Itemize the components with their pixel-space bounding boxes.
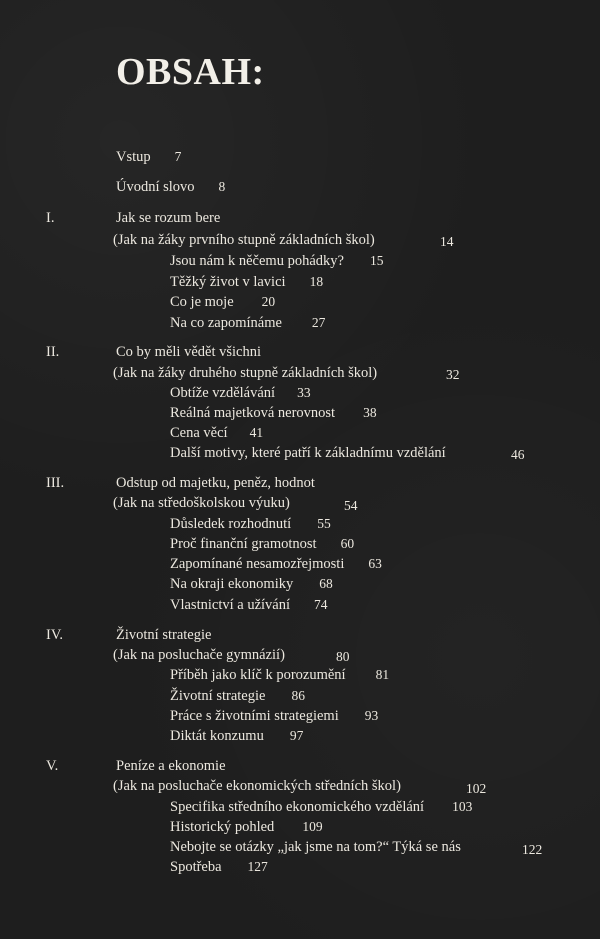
chapter-numeral: II. (46, 344, 60, 360)
item-label: Cena věcí (170, 425, 228, 441)
toc-item[interactable] (170, 295, 275, 310)
toc-item[interactable] (170, 254, 383, 269)
item-page: 41 (249, 425, 264, 440)
toc-title: OBSAH: (116, 51, 265, 93)
chapter-page: 54 (344, 498, 358, 513)
item-label: Vlastnictví a užívání (170, 597, 290, 613)
chapter-title-text: Odstup od majetku, peněz, hodnot (116, 475, 315, 491)
item-page: 127 (247, 859, 268, 874)
item-page: 20 (261, 294, 276, 309)
item-label: Na co zapomínáme (170, 315, 282, 331)
item-label: Obtíže vzdělávání (170, 385, 276, 401)
chapter-subtitle (113, 779, 401, 794)
chapter-title-text: Jak se rozum bere (116, 210, 221, 226)
chapter-numeral: IV. (46, 627, 64, 643)
chapter-subtitle-text: (Jak na posluchače ekonomických středních škol) (113, 778, 401, 794)
toc-item[interactable] (170, 689, 305, 704)
chapter-subtitle (113, 233, 375, 248)
chapter-subtitle (113, 496, 290, 511)
chapter-subtitle (113, 648, 285, 663)
item-page: 86 (291, 688, 305, 703)
chapter-numeral: III. (46, 475, 65, 491)
toc-item[interactable] (170, 800, 472, 815)
item-page: 103 (452, 799, 473, 814)
chapter-title-text: Co by měli vědět všichni (116, 344, 261, 360)
item-label: Historický pohled (170, 819, 275, 835)
toc-item[interactable] (170, 446, 446, 461)
toc-item[interactable] (170, 577, 333, 592)
item-label: Reálná majetková nerovnost (170, 405, 336, 421)
chapter-page: 32 (446, 367, 460, 382)
toc-item[interactable] (170, 557, 382, 572)
toc-item[interactable] (170, 275, 323, 290)
item-label: Životní strategie (170, 688, 266, 704)
entry-page: 8 (218, 179, 226, 194)
item-page: 18 (309, 274, 324, 289)
chapter-page: 80 (336, 649, 350, 664)
item-label: Specifika středního ekonomického vzdělání (170, 799, 425, 815)
entry-label: Úvodní slovo (116, 179, 195, 195)
item-label: Zapomínané nesamozřejmosti (170, 556, 345, 572)
chapter-subtitle-text: (Jak na středoškolskou výuku) (113, 495, 290, 511)
item-page: 15 (369, 253, 384, 268)
toc-item[interactable] (170, 840, 461, 855)
toc-item[interactable] (170, 860, 268, 875)
item-label: Nebojte se otázky „jak jsme na tom?“ Týká se nás (170, 839, 461, 855)
toc-item[interactable] (170, 820, 323, 835)
chapter-subtitle-text: (Jak na žáky prvního stupně základních škol) (113, 232, 375, 248)
item-label: Těžký život v lavici (170, 274, 286, 290)
item-label: Spotřeba (170, 859, 222, 875)
item-label: Na okraji ekonomiky (170, 576, 294, 592)
chapter-title[interactable] (116, 211, 220, 226)
item-page: 81 (375, 667, 390, 682)
toc-item[interactable] (170, 598, 328, 613)
chapter-title[interactable] (116, 628, 211, 643)
toc-item[interactable] (170, 537, 354, 552)
chapter-title[interactable] (116, 345, 261, 360)
chapter-page: 14 (440, 234, 454, 249)
item-page: 33 (297, 385, 311, 400)
toc-item[interactable] (170, 668, 389, 683)
toc-item[interactable] (170, 709, 378, 724)
toc-item[interactable] (170, 386, 311, 401)
chapter-subtitle-text: (Jak na posluchače gymnázií) (113, 647, 285, 663)
item-page: 63 (368, 556, 382, 571)
chapter-title-text: Životní strategie (116, 627, 212, 643)
chapter-title-text: Peníze a ekonomie (116, 758, 226, 774)
item-page: 46 (511, 447, 525, 462)
item-page: 93 (364, 708, 379, 723)
item-page: 60 (340, 536, 355, 551)
item-page: 27 (311, 315, 326, 330)
chapter-title[interactable] (116, 476, 315, 491)
toc-item[interactable] (170, 426, 263, 441)
chapter-numeral: I. (46, 210, 55, 226)
item-page: 74 (314, 597, 328, 612)
item-label: Další motivy, které patří k základnímu vzdělání (170, 445, 446, 461)
item-label: Práce s životními strategiemi (170, 708, 339, 724)
toc-entry-vstup[interactable] (116, 150, 181, 165)
toc-item[interactable] (170, 729, 303, 744)
entry-label: Vstup (116, 149, 151, 165)
toc-item[interactable] (170, 406, 377, 421)
item-label: Příběh jako klíč k porozumění (170, 667, 346, 683)
chapter-numeral: V. (46, 758, 59, 774)
item-page: 55 (317, 516, 331, 531)
item-page: 109 (302, 819, 323, 834)
item-label: Proč finanční gramotnost (170, 536, 317, 552)
item-label: Co je moje (170, 294, 234, 310)
chapter-page: 102 (466, 781, 487, 796)
toc-entry-uvodni-slovo[interactable] (116, 180, 225, 195)
item-label: Diktát konzumu (170, 728, 264, 744)
item-page: 68 (319, 576, 333, 591)
item-page: 97 (289, 728, 304, 743)
entry-page: 7 (174, 149, 182, 164)
item-page: 38 (363, 405, 377, 420)
chapter-subtitle (113, 366, 377, 381)
toc-item[interactable] (170, 316, 325, 331)
toc-item[interactable] (170, 517, 331, 532)
item-label: Důsledek rozhodnutí (170, 516, 292, 532)
item-page: 122 (522, 842, 543, 857)
chapter-title[interactable] (116, 759, 226, 774)
item-label: Jsou nám k něčemu pohádky? (170, 253, 344, 269)
chapter-subtitle-text: (Jak na žáky druhého stupně základních škol) (113, 365, 378, 381)
